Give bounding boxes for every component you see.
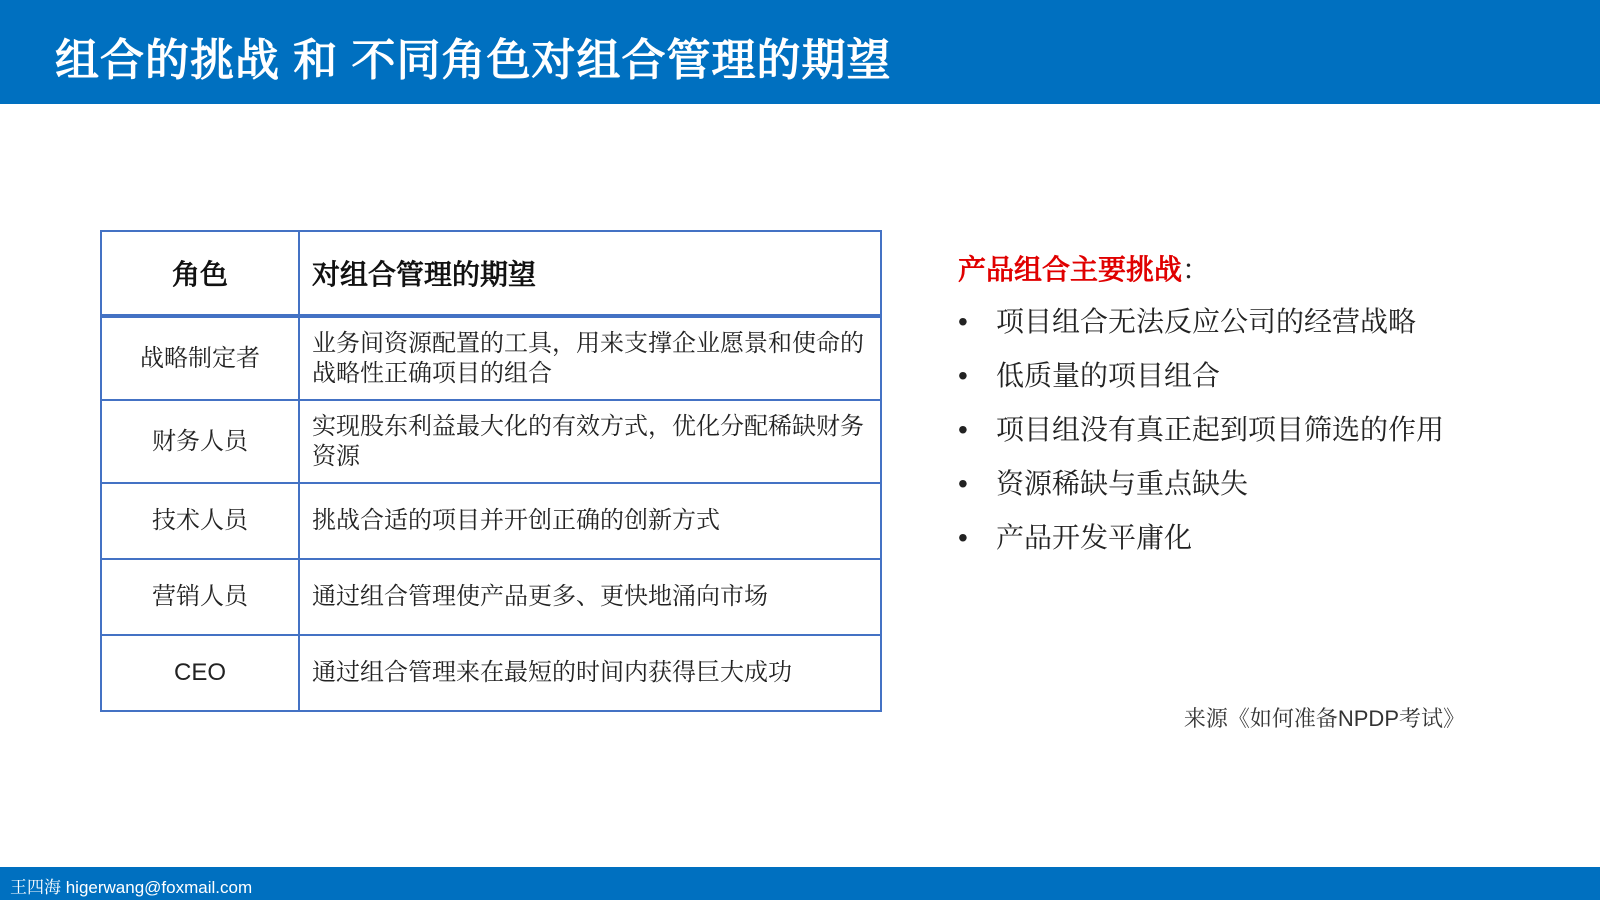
column-header-expectation: 对组合管理的期望: [299, 231, 881, 316]
role-cell: 营销人员: [101, 559, 299, 635]
table-row: [101, 559, 881, 635]
role-cell: 战略制定者: [101, 316, 299, 400]
table-row: [101, 400, 881, 483]
title-bar: [0, 0, 1600, 104]
role-cell: 技术人员: [101, 483, 299, 559]
challenges-heading: [958, 248, 1210, 288]
list-item: [958, 516, 1444, 570]
expectation-cell: 挑战合适的项目并开创正确的创新方式: [299, 483, 881, 559]
roles-table: [100, 230, 882, 712]
role-cell: CEO: [101, 635, 299, 711]
list-item-text: 低质量的项目组合: [996, 360, 1221, 391]
list-item-text: 资源稀缺与重点缺失: [996, 468, 1249, 499]
bullet-icon: •: [958, 522, 968, 553]
expectation-cell: 通过组合管理使产品更多、更快地涌向市场: [299, 559, 881, 635]
bullet-icon: •: [958, 414, 968, 445]
table-row: [101, 316, 881, 400]
page-title: 组合的挑战 和 不同角色对组合管理的期望: [55, 36, 892, 85]
expectation-cell: 实现股东利益最大化的有效方式，优化分配稀缺财务资源: [299, 400, 881, 483]
expectation-cell: 业务间资源配置的工具，用来支撑企业愿景和使命的战略性正确项目的组合: [299, 316, 881, 400]
challenges-list: [958, 300, 1444, 570]
footer-bar: [0, 867, 1600, 900]
list-item: [958, 354, 1444, 408]
table-row: [101, 483, 881, 559]
list-item-text: 产品开发平庸化: [996, 522, 1193, 553]
bullet-icon: •: [958, 360, 968, 391]
bullet-icon: •: [958, 468, 968, 499]
source-note: 来源《如何准备NPDP考试》: [1183, 706, 1465, 731]
bullet-icon: •: [958, 306, 968, 337]
challenges-colon: ：: [1182, 254, 1211, 285]
column-header-role: 角色: [101, 231, 299, 316]
expectation-cell: 通过组合管理来在最短的时间内获得巨大成功: [299, 635, 881, 711]
list-item: [958, 462, 1444, 516]
list-item-text: 项目组没有真正起到项目筛选的作用: [996, 414, 1445, 445]
challenges-title: 产品组合主要挑战: [958, 254, 1183, 285]
table-header-row: [101, 231, 881, 316]
role-cell: 财务人员: [101, 400, 299, 483]
list-item: [958, 300, 1444, 354]
table-row: [101, 635, 881, 711]
list-item: [958, 408, 1444, 462]
list-item-text: 项目组合无法反应公司的经营战略: [996, 306, 1417, 337]
footer-text: 王四海 higerwang@foxmail.com: [10, 878, 253, 897]
